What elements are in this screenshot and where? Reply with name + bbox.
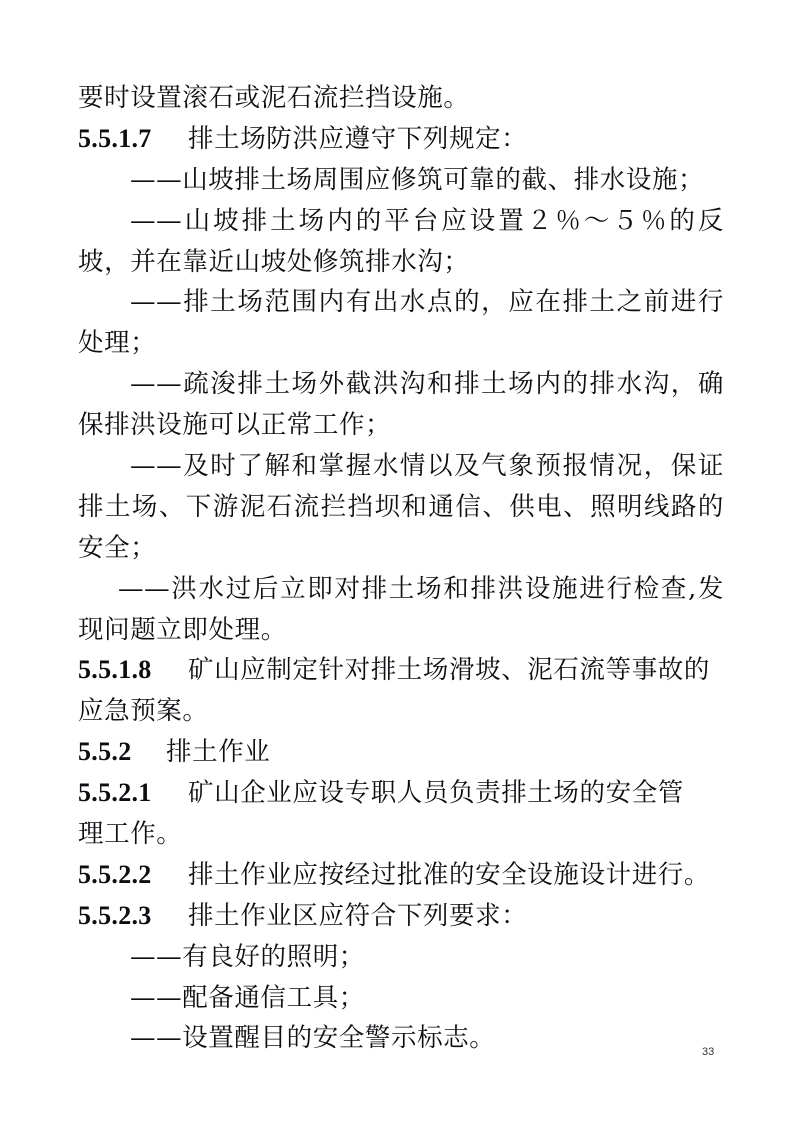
list-item: ——排土场范围内有出水点的，应在排土之前进行 [130, 287, 724, 318]
clause-text: 排土作业应按经过批准的安全设施设计进行。 [188, 859, 711, 890]
clause-5-5-1-7 [78, 119, 724, 160]
list-item: ——有良好的照明； [130, 941, 365, 972]
clause-5-5-2-1 [78, 773, 724, 814]
list-item: ——山坡排土场周围应修筑可靠的截、排水设施； [130, 164, 705, 195]
list-item: ——洪水过后立即对排土场和排洪设施进行检查,发 [118, 573, 724, 604]
list-item-continuation: 安全； [78, 532, 157, 563]
list-item: ——配备通信工具； [130, 982, 365, 1013]
clause-continuation: 理工作。 [78, 819, 183, 850]
section-number: 5.5.2 [78, 737, 132, 767]
page-number: 33 [702, 1046, 715, 1058]
clause-text: 排土场防洪应遵守下列规定： [188, 123, 528, 154]
clause-number: 5.5.2.1 [78, 778, 152, 808]
paragraph-line: 要时设置滚石或泥石流拦挡设施。 [78, 83, 470, 113]
clause-text: 矿山应制定针对排土场滑坡、泥石流等事故的 [188, 655, 711, 686]
clause-5-5-2-2 [78, 855, 724, 896]
list-item-continuation: 坡，并在靠近山坡处修筑排水沟； [78, 246, 470, 277]
clause-continuation: 应急预案。 [78, 696, 209, 727]
list-item-continuation: 保排洪设施可以正常工作； [78, 410, 392, 441]
clause-number: 5.5.2.3 [78, 900, 152, 930]
list-item-continuation: 排土场、下游泥石流拦挡坝和通信、供电、照明线路的 [78, 491, 724, 522]
section-5-5-2-heading [78, 732, 724, 773]
list-item-continuation: 现问题立即处理。 [78, 614, 287, 645]
clause-text: 排土作业区应符合下列要求： [188, 900, 528, 931]
list-item: ——设置醒目的安全警示标志。 [130, 1023, 496, 1054]
clause-5-5-1-8 [78, 650, 724, 691]
section-title: 排土作业 [166, 737, 271, 768]
document-page [78, 78, 724, 1059]
clause-text: 矿山企业应设专职人员负责排土场的安全管 [188, 778, 684, 809]
clause-number: 5.5.1.8 [78, 655, 152, 685]
list-item: ——及时了解和掌握水情以及气象预报情况，保证 [130, 451, 724, 482]
clause-number: 5.5.1.7 [78, 123, 152, 153]
clause-5-5-2-3 [78, 896, 724, 937]
list-item-continuation: 处理； [78, 328, 157, 359]
list-item: ——疏浚排土场外截洪沟和排土场内的排水沟，确 [130, 369, 724, 400]
clause-number: 5.5.2.2 [78, 859, 152, 889]
list-item: ——山坡排土场内的平台应设置２％～５％的反 [130, 205, 724, 236]
